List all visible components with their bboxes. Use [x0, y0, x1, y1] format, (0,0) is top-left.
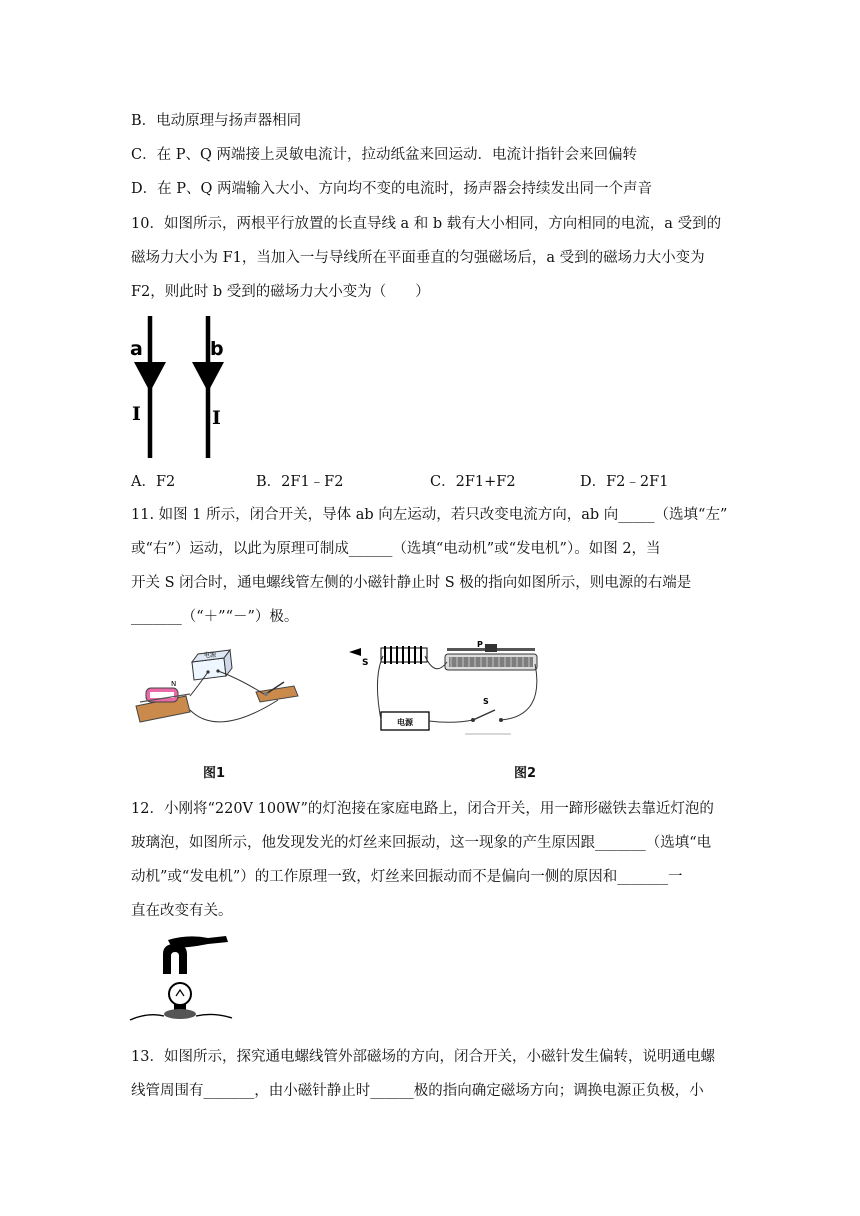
q11-stem-line3: 开关 S 闭合时，通电螺线管左侧的小磁针静止时 S 极的指向如图所示，则电源的右端是	[131, 575, 692, 591]
label-current-b: I	[212, 407, 221, 429]
q10-stem-line1: 10．如图所示，两根平行放置的长直导线 a 和 b 载有大小相同，方向相同的电流，a 受到的	[131, 216, 722, 232]
wire	[501, 664, 537, 720]
figure-1-caption: 图1	[203, 766, 226, 781]
q9-option-b: B．电动原理与扬声器相同	[131, 113, 302, 129]
q10-option-c: C．2F1+F2	[430, 474, 516, 490]
label-s-pole: S	[362, 658, 369, 668]
wire	[190, 700, 278, 722]
switch-board	[256, 686, 298, 702]
horseshoe-magnet-icon	[163, 944, 187, 974]
q12-stem-line2: 玻璃泡，如图所示，他发现发光的灯丝来回振动，这一现象的产生原因跟_______（选填“电	[131, 835, 712, 851]
q11-figure-2-solenoid-circuit	[345, 638, 550, 753]
light-bulb-icon	[169, 983, 191, 1005]
q10-stem-line3: F2，则此时 b 受到的磁场力大小变为（ ）	[131, 284, 430, 300]
q12-stem-line3: 动机”或“发电机”）的工作原理一致，灯丝来回振动而不是偏向一侧的原因和_______一	[131, 869, 683, 885]
q10-parallel-wires-figure	[120, 312, 240, 462]
q11-stem-line4: _______（“＋”“－”）极。	[131, 609, 299, 625]
q9-option-d: D．在 P、Q 两端输入大小、方向均不变的电流时，扬声器会持续发出同一个声音	[131, 181, 652, 197]
label-current-a: I	[132, 403, 141, 425]
switch-pivot	[264, 692, 268, 696]
q12-stem-line4: 直在改变有关。	[131, 903, 233, 919]
q13-stem-line2: 线管周围有_______，由小磁针静止时______极的指向确定磁场方向；调换电源正负极，小	[131, 1083, 704, 1099]
current-arrow-a-icon	[134, 362, 166, 392]
q11-stem-line2: 或“右”）运动，以此为原理可制成______（选填“电动机”或“发电机”）。如图 2，当	[131, 541, 661, 557]
q12-stem-line1: 12．小刚将“220V 100W”的灯泡接在家庭电路上，闭合开关，用一蹄形磁铁去靠近灯泡的	[131, 801, 714, 817]
label-slider-p: P	[477, 640, 483, 649]
wire	[429, 720, 473, 722]
label-power-source: 电源	[397, 718, 413, 727]
figure-2-caption: 图2	[514, 766, 537, 781]
current-arrow-b-icon	[192, 362, 224, 392]
label-b: b	[210, 338, 224, 360]
q11-stem-line1: 11. 如图 1 所示，闭合开关，导体 ab 向左运动，若只改变电流方向，ab 向_____（选填“左”	[131, 507, 728, 523]
solenoid-icon	[381, 646, 427, 664]
wire	[377, 656, 383, 720]
label-a: a	[130, 338, 143, 360]
switch-icon	[473, 710, 495, 720]
rheostat-icon	[445, 644, 537, 670]
q9-option-c: C．在 P、Q 两端接上灵敏电流计，拉动纸盆来回运动．电流计指针会来回偏转	[131, 147, 637, 163]
q13-stem-line1: 13．如图所示，探究通电螺线管外部磁场的方向，闭合开关，小磁针发生偏转，说明通电螺	[131, 1049, 715, 1065]
q11-figure-1-motor-experiment	[128, 638, 308, 748]
q10-stem-line2: 磁场力大小为 F1，当加入一与导线所在平面垂直的匀强磁场后，a 受到的磁场力大小变为	[131, 250, 705, 266]
label-power-source: 电源	[204, 652, 217, 659]
q10-option-b: B．2F1﹣F2	[256, 474, 344, 490]
q12-magnet-bulb-figure	[128, 932, 238, 1032]
wire	[425, 656, 447, 669]
lamp-socket	[164, 1009, 196, 1019]
label-switch-s: S	[483, 697, 489, 706]
q10-option-a: A．F2	[131, 474, 176, 490]
label-n: N	[171, 680, 177, 688]
q10-option-d: D．F2﹣2F1	[580, 474, 669, 490]
compass-needle-icon	[349, 648, 361, 656]
